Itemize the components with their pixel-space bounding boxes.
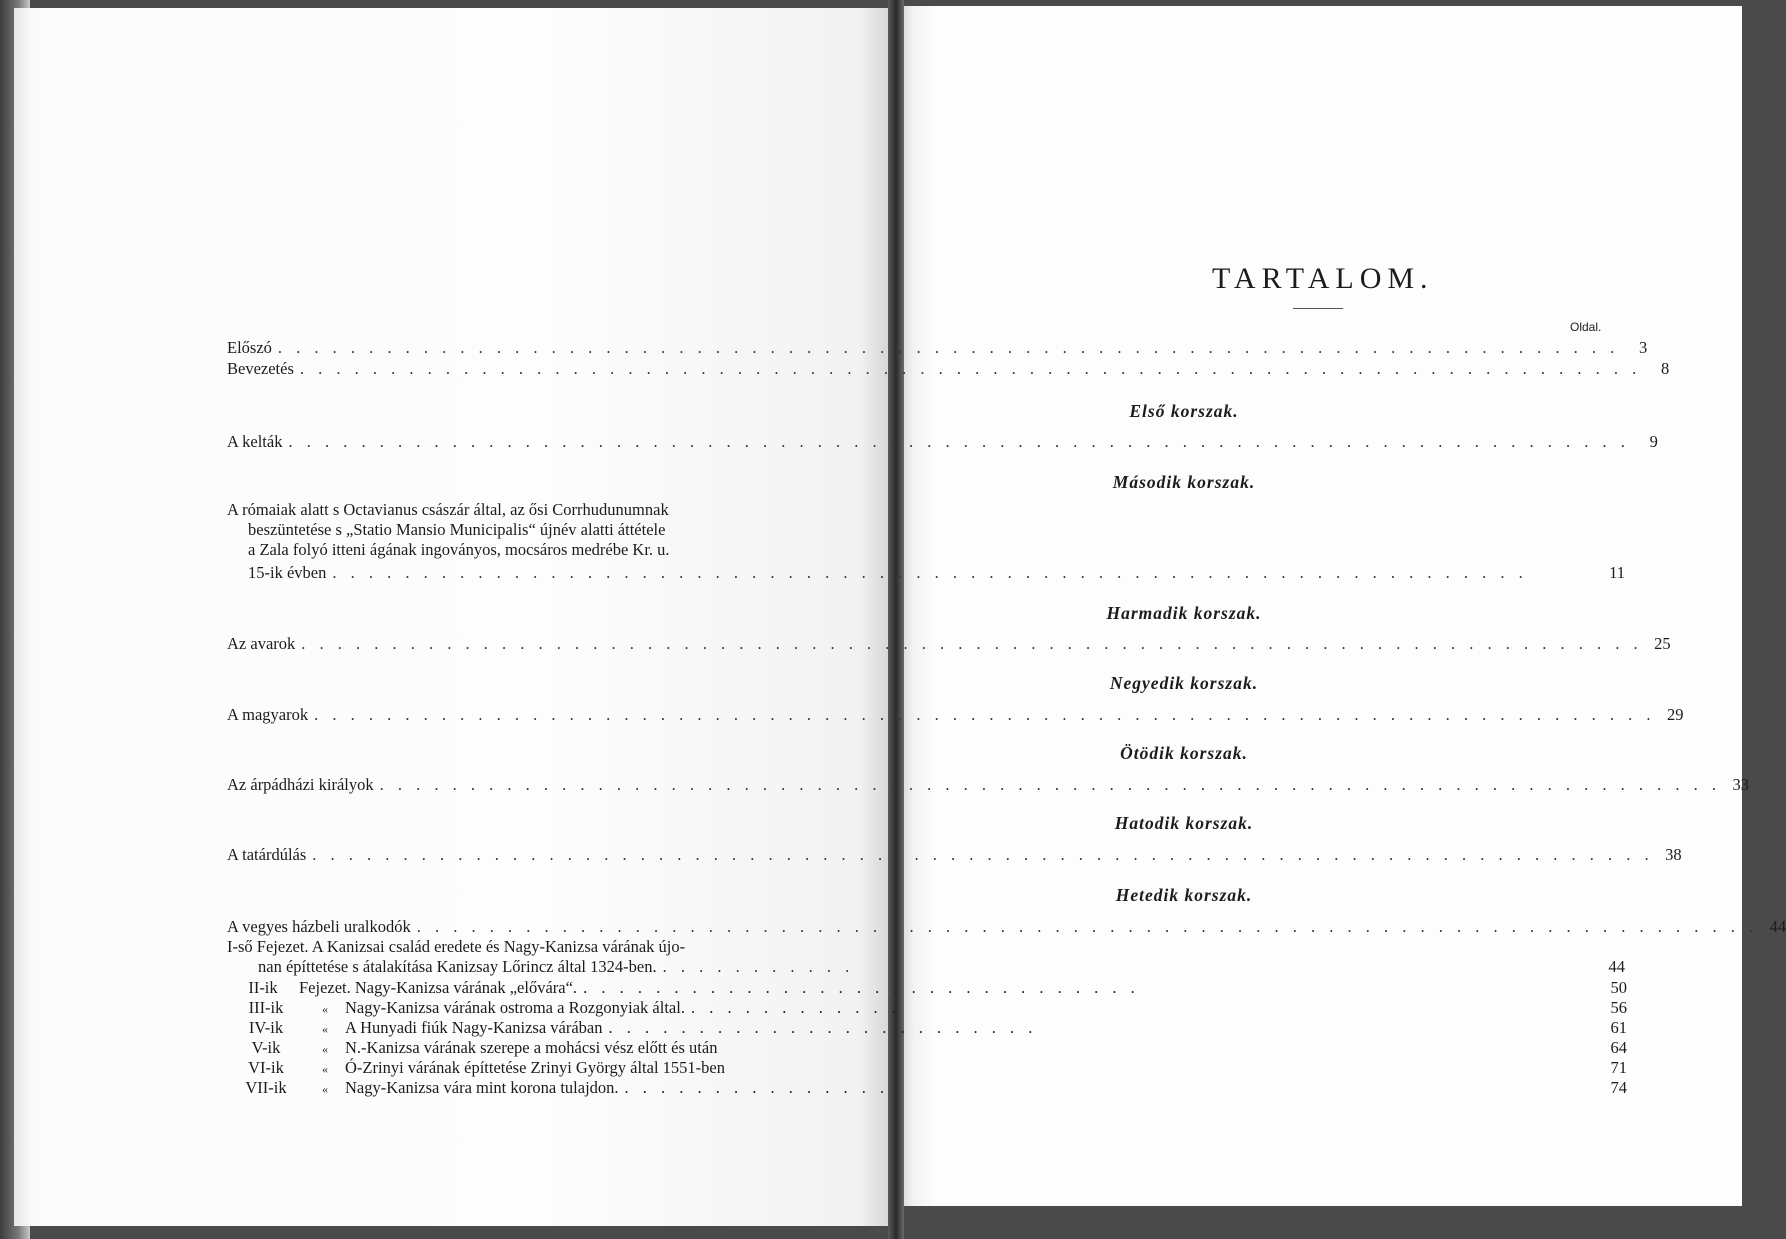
toc-entry-romaiak-last — [248, 563, 1625, 583]
toc-page-number: 44 — [1769, 917, 1786, 936]
page-title: TARTALOM. — [1212, 262, 1434, 295]
section-heading-5: Ötödik korszak. — [1120, 743, 1248, 763]
toc-entry-arpadhazi — [227, 775, 1749, 795]
leader-dots: . . . . . . . . . . . . . . . . . . . . . . . . . . . . . . . . . . . . . . . . . . . . . . . . . . . . . . . . . . . . . . . . . . . . . . . . . . — [288, 432, 1630, 451]
toc-page-number: 25 — [1654, 634, 1671, 653]
toc-page-number: 9 — [1649, 432, 1658, 451]
leader-dots: . . . . . . . . . . . . . . . . . . . . . . . . . . . . . . . . . . . . . . . . . . . . . . . . . . . . . . . . . . . . . . . . . . . . . . . . . . — [277, 338, 1620, 357]
leader-dots: . . . . . . . . . . . . . . . . . . . . . . . . . . . . . . . . . . . . . . . . . . . . . . . . . . . . . . . . . . . . . . . . . . . . . . . . . . — [379, 775, 1721, 794]
toc-page-number: 8 — [1661, 359, 1670, 378]
toc-chapter-2 — [227, 978, 1627, 998]
ditto-mark: « — [322, 1082, 328, 1096]
section-heading-7: Hetedik korszak. — [1115, 885, 1253, 905]
chapter-title-wrap — [299, 978, 1597, 998]
toc-chapter-7 — [227, 1078, 1627, 1099]
toc-entry-label: A magyarok — [227, 705, 309, 724]
chapter-title-wrap — [345, 1078, 1597, 1098]
toc-page-number: 11 — [1609, 563, 1625, 582]
chapter-number: VII-ik — [245, 1078, 287, 1097]
leader-dots: . . . . . . . . . . . — [662, 957, 855, 976]
ditto-mark: « — [322, 1002, 328, 1016]
chapter-title-wrap — [345, 998, 1597, 1018]
toc-entry-vegyes — [227, 917, 1786, 937]
toc-page-number: 29 — [1666, 705, 1684, 724]
toc-entry-magyarok — [227, 705, 1684, 725]
toc-entry-bevezetes — [227, 359, 1670, 379]
section-heading-4: Negyedik korszak. — [1109, 673, 1259, 693]
leader-dots: . . . . . . . . . . . . . . . . . . . . . . . . . . . . . . . — [583, 978, 1140, 997]
chapter-title: Nagy-Kanizsa várának ostroma a Rozgonyiak által. — [345, 998, 685, 1017]
chapter-title-wrap — [345, 1018, 1597, 1038]
chapter-number: V-ik — [251, 1038, 281, 1057]
toc-entry-label: Az árpádházi királyok — [227, 775, 374, 794]
ditto-mark: « — [322, 1042, 328, 1056]
section-heading-3: Harmadik korszak. — [1106, 603, 1262, 623]
toc-chapter-5 — [227, 1038, 1627, 1059]
toc-page-number: 74 — [1610, 1078, 1627, 1097]
chapter-title: N.-Kanizsa várának szerepe a mohácsi vész előtt és után — [345, 1038, 718, 1057]
toc-entry-line: a Zala folyó itteni ágának ingoványos, mocsáros medrébe Kr. u. — [248, 540, 670, 559]
toc-chapter-6 — [227, 1058, 1627, 1079]
toc-entry-line: A rómaiak alatt s Octavianus császár által, az ősi Corrhudunumnak — [227, 500, 669, 519]
leader-dots: . . . . . . . . . . . . . . . — [624, 1078, 890, 1097]
section-heading-1: Első korszak. — [1129, 401, 1239, 421]
leader-dots: . . . . . . . . . . . . . . . . . . . . . . . . . . . . . . . . . . . . . . . . . . . . . . . . . . . . . . . . . . . . . . . . . . — [332, 563, 1528, 582]
leader-dots: . . . . . . . . . . . . — [690, 998, 901, 1017]
chapter-number: VI-ik — [248, 1058, 284, 1077]
leader-dots: . . . . . . . . . . . . . . . . . . . . . . . . — [608, 1018, 1038, 1037]
chapter-title-wrap — [345, 1058, 1597, 1078]
chapter-title: Nagy-Kanizsa vára mint korona tulajdon. — [345, 1078, 619, 1097]
ditto-mark: « — [322, 1062, 328, 1076]
leader-dots: . . . . . . . . . . . . . . . . . . . . . . . . . . . . . . . . . . . . . . . . . . . . . . . . . . . . . . . . . . . . . . . . . . . . . . . . . . — [416, 917, 1759, 936]
toc-entry-romaiak — [227, 500, 1627, 560]
toc-page-number: 44 — [1608, 957, 1625, 976]
toc-entry-avarok — [227, 634, 1671, 654]
toc-chapter-1-cont — [258, 957, 1625, 977]
chapter-title: Fejezet. Nagy-Kanizsa várának „elővára“. — [299, 978, 578, 997]
leader-dots: . . . . . . . . . . . . . . . . . . . . . . . . . . . . . . . . . . . . . . . . . . . . . . . . . . . . . . . . . . . . . . . . . . . . . . . . . . — [312, 845, 1654, 864]
toc-entry-label: A vegyes házbeli uralkodók — [227, 917, 411, 936]
toc-chapter-4 — [227, 1018, 1627, 1039]
toc-page-number: 38 — [1665, 845, 1682, 864]
toc-entry-line: beszüntetése s „Statio Mansio Municipalis“ újnév alatti áttétele — [248, 520, 666, 539]
page-column-label: Oldal. — [1570, 320, 1602, 334]
toc-entry-label: Az avarok — [227, 634, 296, 653]
ditto-mark: « — [322, 1022, 328, 1036]
toc-entry-label: Előszó — [227, 338, 272, 357]
section-heading-2: Második korszak. — [1112, 472, 1256, 492]
toc-page-number: 61 — [1610, 1018, 1627, 1037]
title-rule — [1293, 308, 1343, 309]
chapter-number: II-ik — [248, 978, 278, 997]
toc-chapter-line: I-ső Fejezet. A Kanizsai család eredete és Nagy-Kanizsa várának újo- — [227, 937, 686, 956]
toc-page-number: 33 — [1732, 775, 1749, 794]
toc-chapter-line: nan építtetése s átalakítása Kanizsay Lőrincz által 1324-ben. — [258, 957, 657, 976]
leader-dots: . . . . . . . . . . . . . . . . . . . . . . . . . . . . . . . . . . . . . . . . . . . . . . . . . . . . . . . . . . . . . . . . . . . . . . . . . . — [314, 705, 1656, 724]
toc-entry-keltak — [227, 432, 1658, 452]
toc-page-number: 50 — [1610, 978, 1627, 997]
leader-dots: . . . . . . . . . . . . . . . . . . . . . . . . . . . . . . . . . . . . . . . . . . . . . . . . . . . . . . . . . . . . . . . . . . . . . . . . . . — [301, 634, 1643, 653]
chapter-number: IV-ik — [248, 1018, 284, 1037]
leader-dots: . . . . . . . . . . . . . . . . . . . . . . . . . . . . . . . . . . . . . . . . . . . . . . . . . . . . . . . . . . . . . . . . . . . . . . . . . . — [299, 359, 1642, 378]
toc-entry-label: Bevezetés — [227, 359, 294, 378]
chapter-title-wrap — [345, 1038, 1597, 1058]
toc-page-number: 71 — [1610, 1058, 1627, 1077]
toc-page-number: 64 — [1610, 1038, 1627, 1057]
toc-chapter-1 — [227, 937, 1627, 957]
chapter-title: A Hunyadi fiúk Nagy-Kanizsa várában — [345, 1018, 603, 1037]
toc-entry-tatardulas — [227, 845, 1682, 865]
toc-entry-line: 15-ik évben — [248, 563, 327, 582]
toc-entry-label: A tatárdúlás — [227, 845, 307, 864]
chapter-number: III-ik — [248, 998, 284, 1017]
toc-entry-eloszo — [227, 338, 1648, 358]
toc-page-number: 56 — [1610, 998, 1627, 1017]
toc-chapter-3 — [227, 998, 1627, 1019]
chapter-title: Ó-Zrinyi várának építtetése Zrinyi György által 1551-ben — [345, 1058, 725, 1077]
section-heading-6: Hatodik korszak. — [1114, 813, 1254, 833]
toc-entry-label: A kelták — [227, 432, 283, 451]
toc-page-number: 3 — [1639, 338, 1648, 357]
